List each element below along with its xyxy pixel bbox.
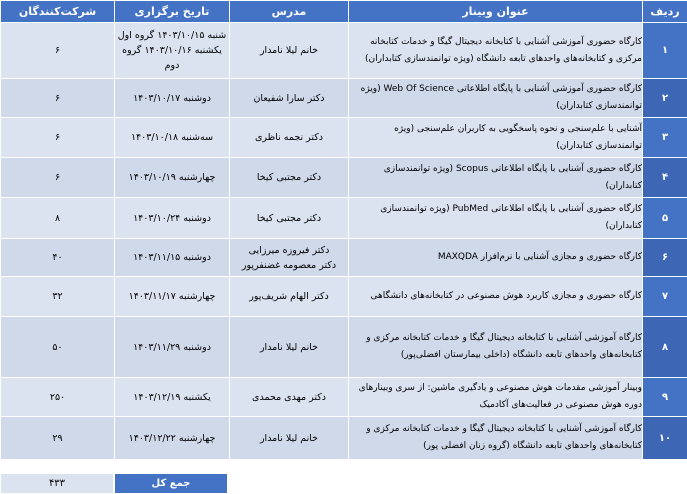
date-cell[interactable]: شنبه ۱۴۰۳/۱۰/۱۵ گروه اول یکشنبه ۱۴۰۳/۱۰/۱۶ گروه دوم <box>115 23 230 79</box>
row-number-cell[interactable]: ۴ <box>643 158 687 198</box>
date-cell[interactable]: دوشنبه ۱۴۰۳/۱۱/۱۵ <box>115 239 230 277</box>
title-cell[interactable]: کارگاه حضوری و مجازی آشنایی با نرم‌افزار MAXQDA <box>349 239 643 277</box>
table-row <box>1 198 687 239</box>
participants-cell[interactable]: ۴۰ <box>1 239 115 277</box>
teacher-cell[interactable]: خانم لیلا نامدار <box>230 317 349 378</box>
total-row <box>0 474 687 494</box>
row-number-cell[interactable]: ۶ <box>643 239 687 277</box>
participants-cell[interactable]: ۲۹ <box>1 417 115 460</box>
date-cell[interactable]: چهارشنبه ۱۴۰۳/۱۲/۲۲ <box>115 417 230 460</box>
title-cell[interactable]: وبینار آموزشی مقدمات هوش مصنوعی و یادگیری ماشین: از سری وبینارهای دوره هوش مصنوعی در فعالیت‌های آکادمیک <box>349 378 643 417</box>
title-cell[interactable]: کارگاه حضوری آموزشی آشنایی با کتابخانه دیجیتال گیگا و خدمات کتابخانه مرکزی و کتابخانه‌های واحدهای تابعه دانشگاه (ویژه توانمندسازی کتابداران) <box>349 23 643 79</box>
row-number-cell[interactable]: ۱۰ <box>643 417 687 460</box>
table-row <box>1 277 687 317</box>
row-number-cell[interactable]: ۸ <box>643 317 687 378</box>
table-row <box>1 158 687 198</box>
teacher-cell[interactable]: خانم لیلا نامدار <box>230 23 349 79</box>
participants-cell[interactable]: ۸ <box>1 198 115 239</box>
date-cell[interactable]: دوشنبه ۱۴۰۳/۱۱/۲۹ <box>115 317 230 378</box>
header-teacher[interactable]: مدرس <box>230 1 349 23</box>
row-number-cell[interactable]: ۹ <box>643 378 687 417</box>
table-row <box>1 79 687 118</box>
title-cell[interactable]: کارگاه حضوری آموزشی آشنایی با پایگاه اطلاعاتی Web Of Science (ویژه توانمندسازی کتابداران) <box>349 79 643 118</box>
title-cell[interactable]: آشنایی با علم‌سنجی و نحوه پاسخگویی به کاربران علم‌سنجی (ویژه توانمندسازی کتابداران) <box>349 118 643 158</box>
table-row <box>1 317 687 378</box>
participants-cell[interactable]: ۶ <box>1 158 115 198</box>
participants-cell[interactable]: ۶ <box>1 118 115 158</box>
date-cell[interactable]: دوشنبه ۱۴۰۳/۱۰/۱۷ <box>115 79 230 118</box>
row-number-cell[interactable]: ۲ <box>643 79 687 118</box>
header-participants[interactable]: شرکت‌کنندگان <box>1 1 115 23</box>
header-date[interactable]: تاریخ برگزاری <box>115 1 230 23</box>
title-cell[interactable]: کارگاه آموزشی آشنایی با کتابخانه دیجیتال گیگا و خدمات کتابخانه مرکزی و کتابخانه‌های واحدهای تابعه دانشگاه (داخلی بیمارستان افضلی‌پور) <box>349 317 643 378</box>
table-row <box>1 239 687 277</box>
teacher-cell[interactable]: دکتر مجتبی کیخا <box>230 158 349 198</box>
teacher-cell[interactable]: دکتر نجمه ناظری <box>230 118 349 158</box>
date-cell[interactable]: دوشنبه ۱۴۰۳/۱۰/۲۴ <box>115 198 230 239</box>
row-number-cell[interactable]: ۵ <box>643 198 687 239</box>
participants-cell[interactable]: ۳۲ <box>1 277 115 317</box>
title-cell[interactable]: کارگاه حضوری و مجازی کاربرد هوش مصنوعی در کتابخانه‌های دانشگاهی <box>349 277 643 317</box>
teacher-cell[interactable]: دکتر الهام شریف‌پور <box>230 277 349 317</box>
participants-cell[interactable]: ۶ <box>1 23 115 79</box>
table-row <box>1 378 687 417</box>
table-row <box>1 118 687 158</box>
header-row <box>1 1 687 23</box>
participants-cell[interactable]: ۵۰ <box>1 317 115 378</box>
row-number-cell[interactable]: ۳ <box>643 118 687 158</box>
teacher-cell[interactable]: خانم لیلا نامدار <box>230 417 349 460</box>
table-row <box>1 23 687 79</box>
header-row-number[interactable]: ردیف <box>643 1 687 23</box>
date-cell[interactable]: یکشنبه ۱۴۰۳/۱۲/۱۹ <box>115 378 230 417</box>
participants-cell[interactable]: ۶ <box>1 79 115 118</box>
teacher-cell[interactable]: دکتر مجتبی کیخا <box>230 198 349 239</box>
title-cell[interactable]: کارگاه حضوری آشنایی با پایگاه اطلاعاتی Scopus (ویژه توانمندسازی کتابداران) <box>349 158 643 198</box>
title-cell[interactable]: کارگاه حضوری آشنایی با پایگاه اطلاعاتی PubMed (ویژه توانمندسازی کتابداران) <box>349 198 643 239</box>
teacher-cell[interactable]: دکتر فیروزه میرزایی دکتر معصومه غضنفرپور <box>230 239 349 277</box>
participants-cell[interactable]: ۲۵۰ <box>1 378 115 417</box>
total-value-cell[interactable]: ۴۳۳ <box>1 474 113 493</box>
table-row <box>1 417 687 460</box>
date-cell[interactable]: چهارشنبه ۱۴۰۳/۱۰/۱۹ <box>115 158 230 198</box>
date-cell[interactable]: چهارشنبه ۱۴۰۳/۱۱/۱۷ <box>115 277 230 317</box>
header-title[interactable]: عنوان وبینار <box>349 1 643 23</box>
date-cell[interactable]: سه‌شنبه ۱۴۰۳/۱۰/۱۸ <box>115 118 230 158</box>
row-number-cell[interactable]: ۷ <box>643 277 687 317</box>
row-number-cell[interactable]: ۱ <box>643 23 687 79</box>
title-cell[interactable]: کارگاه آموزشی آشنایی با کتابخانه دیجیتال گیگا و خدمات کتابخانه مرکزی و کتابخانه‌های واحدهای تابعه دانشگاه (گروه زنان افضلی پور) <box>349 417 643 460</box>
teacher-cell[interactable]: دکتر مهدی محمدی <box>230 378 349 417</box>
total-label-cell[interactable]: جمع کل <box>115 474 227 493</box>
teacher-cell[interactable]: دکتر سارا شفیعان <box>230 79 349 118</box>
